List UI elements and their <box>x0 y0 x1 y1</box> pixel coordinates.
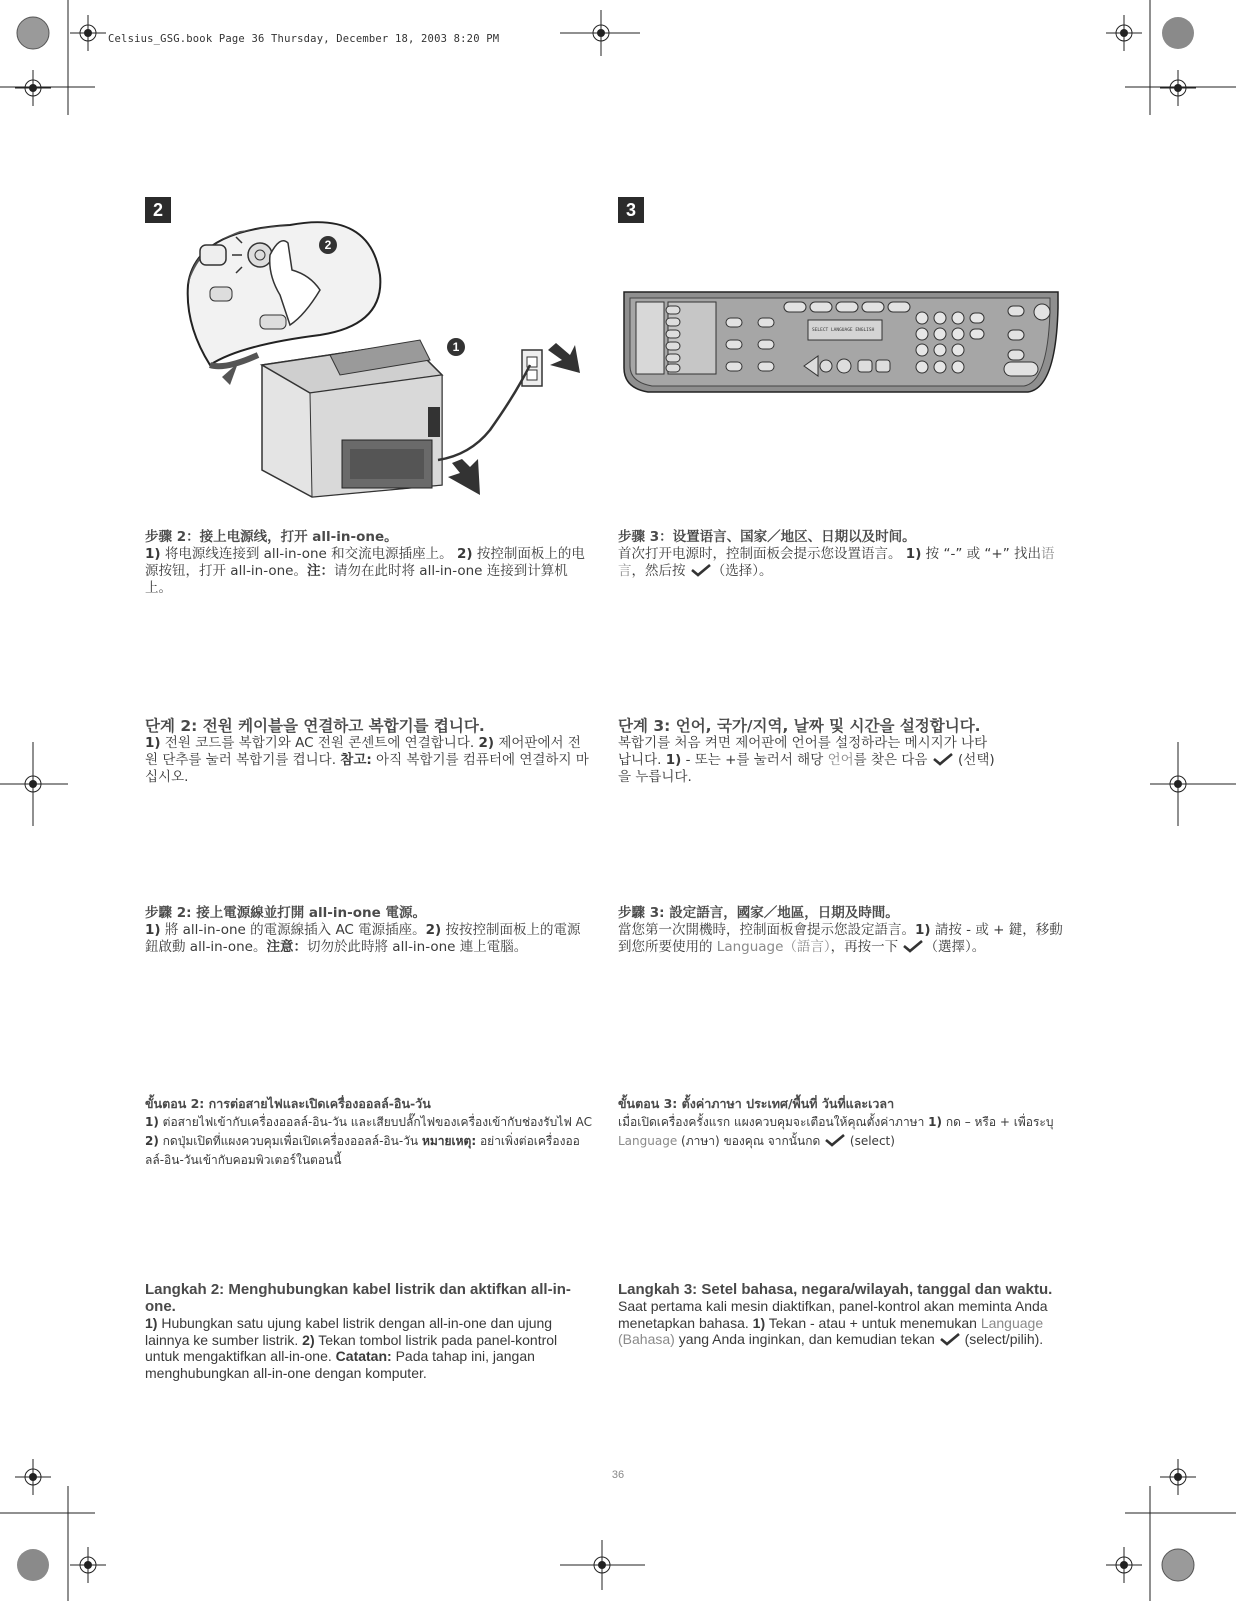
step-3-title-zh-cn: 步骤 3：设置语言、国家／地区、日期以及时间。 <box>618 529 916 545</box>
checkmark-icon <box>824 1133 846 1147</box>
step-3-body-zh-cn: 首次打开电源时，控制面板会提示您设置语言。 1) 按 “-” 或 “+” 找出语言，然后按 （选择）。 <box>618 546 1055 579</box>
checkmark-icon <box>939 1332 961 1346</box>
step-3-title-zh-tw: 步驟 3: 設定語言，國家／地區，日期及時間。 <box>618 905 899 921</box>
checkmark-icon <box>902 939 924 953</box>
text-block-zh-tw-step-3 <box>618 905 1066 956</box>
step-2-body-id: 1) Hubungkan satu ujung kabel listrik dengan all-in-one dan ujung lainnya ke sumber listrik. 2) Tekan tombol listrik pada panel-kontrol untuk mengaktifkan all-in-one. Catatan: Pada tahap ini, jangan menghubungkan all-in-one dengan komputer. <box>145 1315 558 1381</box>
callout-2: 2 <box>324 238 332 252</box>
step-3-title-th: ขั้นตอน 3: ตั้งค่าภาษา ประเทศ/พื้นที่ วันที่และเวลา <box>618 1096 895 1111</box>
text-block-ko-step-3 <box>618 717 998 786</box>
step-2-body-th: 1) ต่อสายไฟเข้ากับเครื่องออลล์-อิน-วัน และเสียบปลั๊กไฟของเครื่องเข้ากับช่องรับไฟ AC 2) กดปุ่มเปิดที่แผงควบคุมเพื่อเปิดเครื่องออลล์-อิน-วัน หมายเหตุ: อย่าเพิ่งต่อเครื่องออลล์-อิน-วันเข้ากับคอมพิวเตอร์ในตอนนี้ <box>145 1115 593 1167</box>
step-3-body-th: เมื่อเปิดเครื่องครั้งแรก แผงควบคุมจะเตือนให้คุณตั้งค่าภาษา 1) กด – หรือ + เพื่อระบุ Language (ภาษา) ของคุณ จากนั้นกด (select) <box>618 1115 1054 1148</box>
checkmark-icon <box>932 752 954 766</box>
step-2-title-ko: 단계 2: 전원 케이블을 연결하고 복합기를 켭니다. <box>145 717 485 735</box>
text-block-zh-tw-step-2 <box>145 905 593 956</box>
text-block-zh-cn-step-3 <box>618 529 1066 580</box>
page-number: 36 <box>611 1469 625 1481</box>
step-2-body-zh-tw: 1) 將 all-in-one 的電源線插入 AC 電源插座。2) 按按控制面板上的電源鈕啟動 all-in-one。注意：切勿於此時將 all-in-one 連上電腦。 <box>145 922 581 955</box>
step-3-body-ko: 복합기를 처음 켜면 제어판에 언어를 설정하라는 메시지가 나타납니다. 1) - 또는 +를 눌러서 해당 언어를 찾은 다음 (선택)을 누릅니다. <box>618 735 995 785</box>
step-2-body-ko: 1) 전원 코드를 복합기와 AC 전원 콘센트에 연결합니다. 2) 제어판에서 전원 단추를 눌러 복합기를 켭니다. 참고: 아직 복합기를 컴퓨터에 연결하지 마십시오. <box>145 735 589 785</box>
step-3-badge: 3 <box>618 197 644 223</box>
file-info-header: Celsius_GSG.book Page 36 Thursday, December 18, 2003 8:20 PM <box>108 33 500 45</box>
control-panel-illustration <box>618 288 1062 398</box>
checkmark-icon <box>690 563 712 577</box>
step-2-badge: 2 <box>145 197 171 223</box>
step-2-body-zh-cn: 1) 将电源线连接到 all-in-one 和交流电源插座上。 2) 按控制面板上的电源按钮，打开 all-in-one。注：请勿在此时将 all-in-one 连接到计算机上。 <box>145 546 585 596</box>
panel-display-text: SELECT LANGUAGE ENGLISH <box>812 328 875 333</box>
callout-1: 1 <box>452 340 460 354</box>
step-2-title-zh-tw: 步驟 2: 接上電源線並打開 all-in-one 電源。 <box>145 905 426 921</box>
step-2-title-th: ขั้นตอน 2: การต่อสายไฟและเปิดเครื่องออลล์-อิน-วัน <box>145 1096 431 1111</box>
text-block-zh-cn-step-2 <box>145 529 593 597</box>
step-2-title-zh-cn: 步骤 2：接上电源线，打开 all-in-one。 <box>145 529 398 545</box>
text-block-th-step-2 <box>145 1094 593 1170</box>
step-3-body-id: Saat pertama kali mesin diaktifkan, panel-kontrol akan meminta Anda menetapkan bahasa. 1) Tekan - atau + untuk menemukan Language (Bahasa) yang Anda inginkan, dan kemudian tekan (select/pilih). <box>618 1298 1048 1347</box>
step-3-body-zh-tw: 當您第一次開機時，控制面板會提示您設定語言。1) 請按 - 或 + 鍵，移動到您所要使用的 Language（語言），再按一下 （選擇）。 <box>618 922 1063 955</box>
step-3-title-id: Langkah 3: Setel bahasa, negara/wilayah, tanggal dan waktu. <box>618 1281 1053 1298</box>
printer-power-illustration <box>170 215 590 505</box>
step-2-title-id: Langkah 2: Menghubungkan kabel listrik dan aktifkan all-in-one. <box>145 1281 571 1315</box>
text-block-th-step-3 <box>618 1094 1066 1151</box>
text-block-id-step-2 <box>145 1281 577 1381</box>
text-block-ko-step-2 <box>145 717 593 786</box>
step-3-title-ko: 단계 3: 언어, 국가/지역, 날짜 및 시간을 설정합니다. <box>618 717 981 735</box>
text-block-id-step-3 <box>618 1281 1070 1348</box>
